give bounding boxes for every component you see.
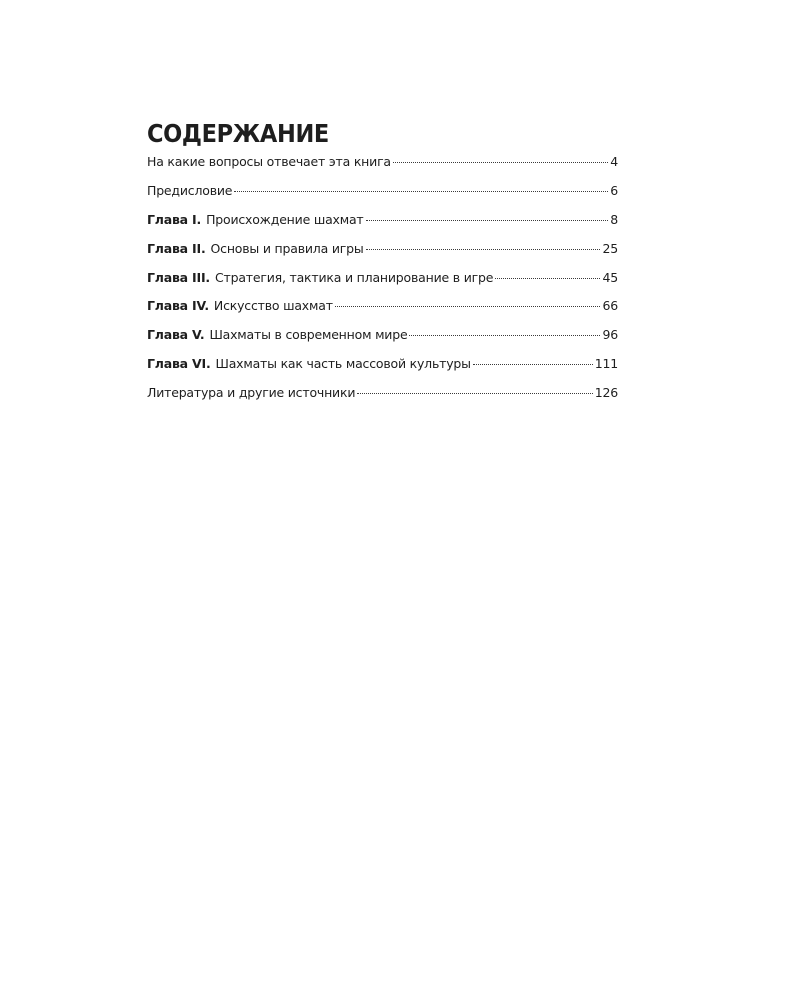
toc-entry-title: На какие вопросы отвечает эта книга bbox=[147, 154, 391, 169]
toc-entry-chapter-1[interactable] bbox=[147, 212, 618, 241]
toc-entry-label bbox=[147, 270, 493, 285]
toc-entry-questions[interactable] bbox=[147, 154, 618, 183]
toc-entry-page: 45 bbox=[602, 269, 618, 285]
toc-entry-chapter-5[interactable] bbox=[147, 327, 618, 356]
dot-leader bbox=[393, 162, 608, 163]
toc-chapter-number: Глава II. bbox=[147, 240, 206, 256]
toc-chapter-number: Глава VI. bbox=[147, 356, 211, 372]
toc-entry-title: Предисловие bbox=[147, 182, 233, 198]
toc-list bbox=[147, 154, 618, 414]
toc-entry-title: Литература и другие источники bbox=[147, 385, 356, 401]
toc-entry-page: 111 bbox=[594, 356, 618, 372]
toc-entry-chapter-6[interactable] bbox=[147, 356, 618, 385]
toc-entry-title: Шахматы как часть массовой культуры bbox=[215, 356, 471, 372]
toc-entry-title: Основы и правила игры bbox=[210, 240, 364, 256]
toc-entry-page: 8 bbox=[610, 211, 618, 227]
toc-entry-page: 25 bbox=[602, 240, 618, 256]
dot-leader bbox=[473, 364, 593, 365]
dot-leader bbox=[495, 278, 600, 279]
toc-entry-label bbox=[147, 356, 471, 371]
toc-entry-page: 6 bbox=[610, 182, 618, 198]
dot-leader bbox=[357, 393, 592, 394]
toc-entry-title: Искусство шахмат bbox=[213, 298, 333, 314]
toc-entry-chapter-3[interactable] bbox=[147, 270, 618, 299]
toc-title: СОДЕРЖАНИЕ bbox=[147, 119, 329, 148]
toc-entry-title: Происхождение шахмат bbox=[206, 211, 364, 227]
toc-entry-label bbox=[147, 298, 333, 313]
dot-leader bbox=[234, 191, 608, 192]
dot-leader bbox=[409, 335, 600, 336]
dot-leader bbox=[366, 220, 609, 221]
dot-leader bbox=[366, 249, 601, 250]
toc-entry-chapter-2[interactable] bbox=[147, 241, 618, 270]
toc-entry-label bbox=[147, 212, 364, 227]
toc-entry-page: 4 bbox=[610, 154, 618, 169]
table-of-contents bbox=[147, 118, 618, 414]
toc-entry-chapter-4[interactable] bbox=[147, 298, 618, 327]
toc-chapter-number: Глава I. bbox=[147, 211, 202, 227]
toc-chapter-number: Глава III. bbox=[147, 269, 210, 285]
toc-entry-preface[interactable] bbox=[147, 183, 618, 212]
toc-entry-literature[interactable] bbox=[147, 385, 618, 414]
toc-entry-page: 66 bbox=[602, 298, 618, 314]
toc-entry-title: Шахматы в современном мире bbox=[209, 327, 408, 343]
toc-chapter-number: Глава V. bbox=[147, 327, 205, 343]
toc-chapter-number: Глава IV. bbox=[147, 298, 209, 314]
dot-leader bbox=[335, 306, 601, 307]
toc-entry-label bbox=[147, 327, 407, 342]
toc-entry-page: 96 bbox=[602, 327, 618, 343]
toc-entry-page: 126 bbox=[594, 385, 618, 401]
toc-entry-title: Стратегия, тактика и планирование в игре bbox=[214, 269, 494, 285]
toc-entry-label bbox=[147, 241, 364, 256]
